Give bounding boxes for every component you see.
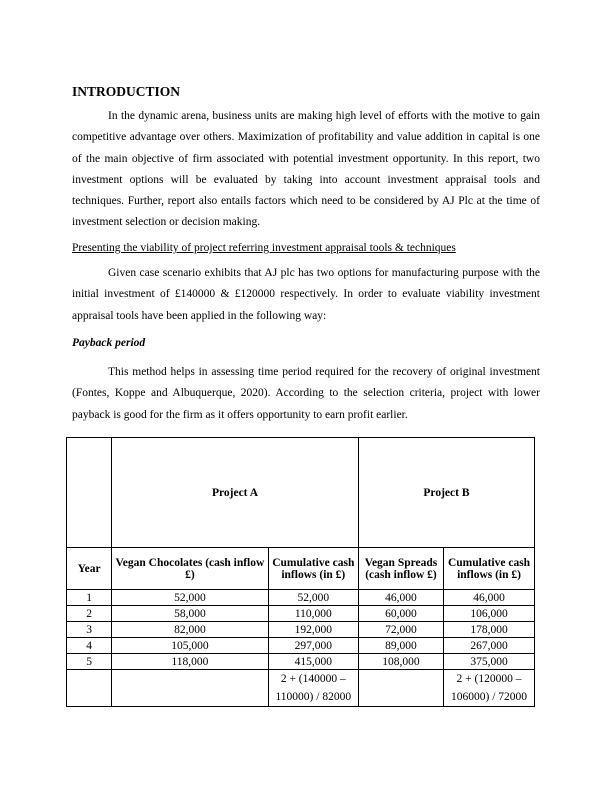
table-cell: 82,000 — [112, 622, 269, 638]
col-header: Year — [67, 548, 112, 590]
empty-cell — [67, 438, 112, 548]
col-header: Vegan Spreads (cash inflow £) — [358, 548, 443, 590]
table-cell: 60,000 — [358, 606, 443, 622]
table-row — [67, 590, 535, 606]
empty-cell — [112, 670, 269, 707]
table-cell: 3 — [67, 622, 112, 638]
project-a-header: Project A — [112, 438, 359, 548]
table-cell: 52,000 — [112, 590, 269, 606]
table-cell: 192,000 — [268, 622, 358, 638]
table-cell: 46,000 — [358, 590, 443, 606]
table-cell: 108,000 — [358, 654, 443, 670]
subheading: Presenting the viability of project referring investment appraisal tools & techniques — [72, 242, 456, 254]
empty-cell — [358, 670, 443, 707]
payback-calc-b: 2 + (120000 – 106000) / 72000 — [444, 670, 535, 707]
empty-cell — [67, 670, 112, 707]
col-header: Vegan Chocolates (cash inflow £) — [112, 548, 269, 590]
table-cell: 4 — [67, 638, 112, 654]
payback-calc-a: 2 + (140000 – 110000) / 82000 — [268, 670, 358, 707]
table-row — [67, 638, 535, 654]
table-cell: 72,000 — [358, 622, 443, 638]
table-row — [67, 606, 535, 622]
table-cell: 52,000 — [268, 590, 358, 606]
table-cell: 58,000 — [112, 606, 269, 622]
table-cell: 267,000 — [444, 638, 535, 654]
case-paragraph: Given case scenario exhibits that AJ plc has two options for manufacturing purpose with the initial investment of £140000 & £120000 respectively. In order to evaluate viability investment appraisal tools have been applied in the following way: — [72, 267, 540, 322]
table-cell: 5 — [67, 654, 112, 670]
table-cell: 110,000 — [268, 606, 358, 622]
payback-heading: Payback period — [72, 337, 146, 349]
table-cell: 1 — [67, 590, 112, 606]
heading-introduction: INTRODUCTION — [72, 84, 181, 99]
table-cell: 118,000 — [112, 654, 269, 670]
col-header: Cumulative cash inflows (in £) — [444, 548, 535, 590]
payback-table — [66, 437, 535, 707]
table-cell: 375,000 — [444, 654, 535, 670]
table-cell: 178,000 — [444, 622, 535, 638]
table-cell: 297,000 — [268, 638, 358, 654]
payback-paragraph: This method helps in assessing time period required for the recovery of original investment (Fontes, Koppe and Albuquerque, 2020). According to the selection criteria, project with lower payback is good for the firm as it offers opportunity to earn profit earlier. — [72, 366, 540, 421]
table-cell: 106,000 — [444, 606, 535, 622]
table-cell: 46,000 — [444, 590, 535, 606]
table-cell: 105,000 — [112, 638, 269, 654]
intro-paragraph: In the dynamic arena, business units are making high level of efforts with the motive to gain competitive advantage over others. Maximization of profitability and value addition in capital is one of the main objective of firm associated with potential investment opportunity. In this report, two investment options will be evaluated by taking into account investment appraisal tools and techniques. Further, report also entails factors which need to be considered by AJ Plc at the time of investment selection or decision making. — [72, 110, 540, 229]
table-row — [67, 654, 535, 670]
table-cell: 415,000 — [268, 654, 358, 670]
table-cell: 89,000 — [358, 638, 443, 654]
table-cell: 2 — [67, 606, 112, 622]
col-header: Cumulative cash inflows (in £) — [268, 548, 358, 590]
project-b-header: Project B — [358, 438, 534, 548]
table-row — [67, 622, 535, 638]
